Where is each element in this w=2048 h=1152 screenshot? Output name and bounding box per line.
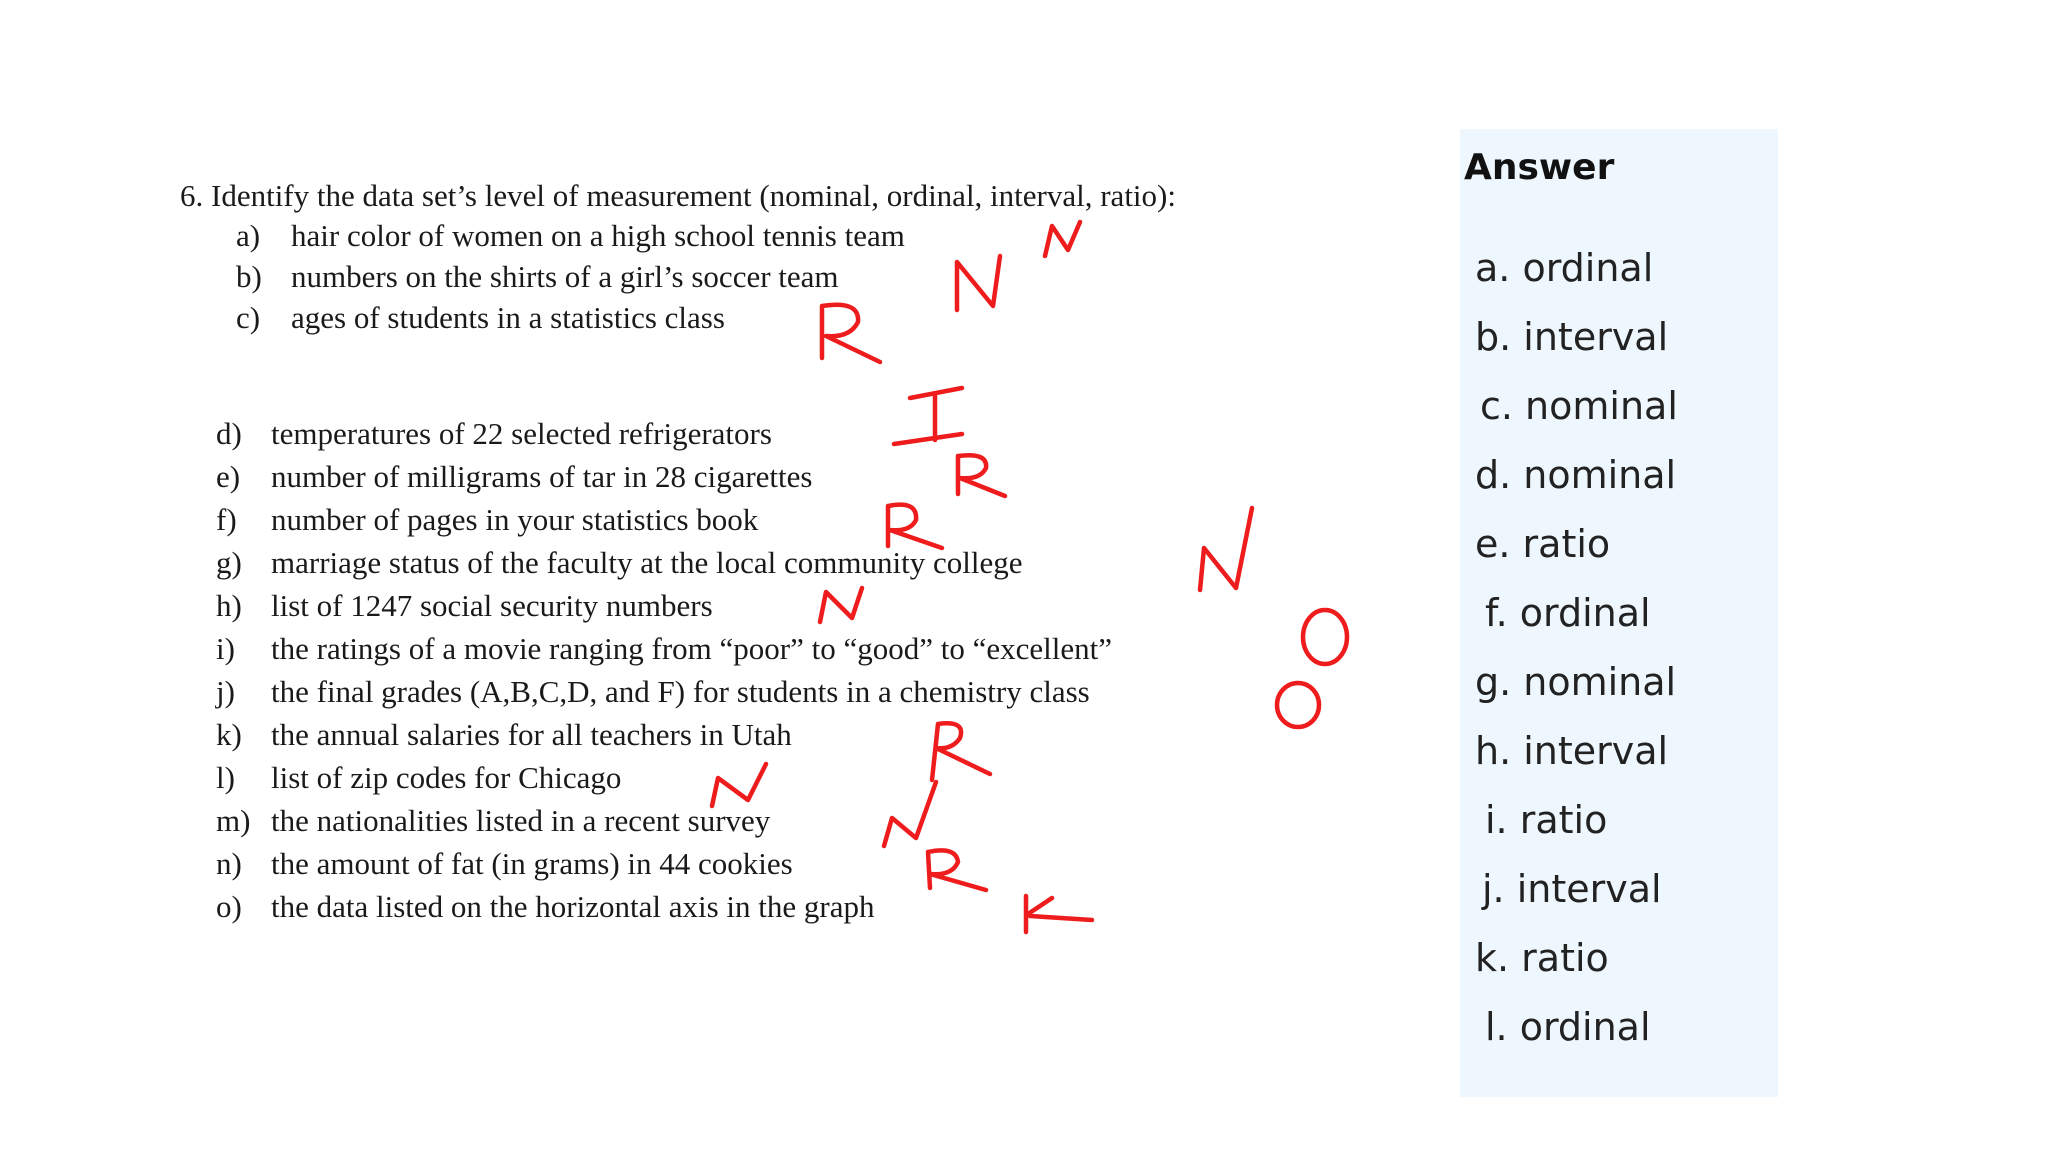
item-letter: g)	[216, 545, 242, 580]
item-letter: c)	[236, 300, 261, 335]
item-letter: f)	[216, 502, 237, 537]
answer-item-l: l. ordinal	[1485, 1005, 1651, 1049]
answer-item-b: b. interval	[1475, 315, 1669, 359]
answer-item-f: f. ordinal	[1485, 591, 1651, 635]
answer-item-h: h. interval	[1475, 729, 1669, 773]
answer-item-j: j. interval	[1482, 867, 1662, 911]
item-text: the nationalities listed in a recent survey	[271, 803, 771, 838]
question-item-b	[236, 259, 839, 295]
question-item-c	[236, 300, 725, 336]
item-letter: e)	[216, 459, 241, 494]
item-text: list of zip codes for Chicago	[271, 760, 622, 795]
question-item-i	[216, 631, 1112, 667]
item-letter: a)	[236, 218, 261, 253]
answer-title: Answer	[1464, 147, 1615, 188]
question-item-f	[216, 502, 759, 538]
item-text: ages of students in a statistics class	[291, 300, 725, 335]
question-item-a	[236, 218, 905, 254]
answer-item-c: c. nominal	[1480, 384, 1678, 428]
answer-panel	[1460, 129, 1778, 1097]
item-letter: o)	[216, 889, 242, 924]
item-letter: d)	[216, 416, 242, 451]
answer-item-a: a. ordinal	[1475, 246, 1654, 290]
item-text: hair color of women on a high school tennis team	[291, 218, 905, 253]
item-text: the final grades (A,B,C,D, and F) for students in a chemistry class	[271, 674, 1090, 709]
question-heading: 6. Identify the data set’s level of measurement (nominal, ordinal, interval, ratio):	[180, 178, 1176, 213]
item-text: numbers on the shirts of a girl’s soccer team	[291, 259, 839, 294]
question-item-l	[216, 760, 622, 796]
answer-item-k: k. ratio	[1475, 936, 1609, 980]
item-text: number of pages in your statistics book	[271, 502, 759, 537]
item-text: marriage status of the faculty at the local community college	[271, 545, 1023, 580]
question-item-h	[216, 588, 713, 624]
item-text: temperatures of 22 selected refrigerators	[271, 416, 772, 451]
item-letter: k)	[216, 717, 242, 752]
item-letter: m)	[216, 803, 251, 838]
item-text: the annual salaries for all teachers in Utah	[271, 717, 792, 752]
item-letter: l)	[216, 760, 235, 795]
question-item-m	[216, 803, 771, 839]
question-item-e	[216, 459, 813, 495]
question-item-o	[216, 889, 875, 925]
answer-item-d: d. nominal	[1475, 453, 1677, 497]
question-block	[180, 178, 1420, 938]
question-item-j	[216, 674, 1090, 710]
item-text: number of milligrams of tar in 28 cigarettes	[271, 459, 813, 494]
question-item-g	[216, 545, 1023, 581]
question-item-n	[216, 846, 793, 882]
item-letter: h)	[216, 588, 242, 623]
item-text: the data listed on the horizontal axis in the graph	[271, 889, 875, 924]
item-letter: n)	[216, 846, 242, 881]
answer-item-g: g. nominal	[1475, 660, 1677, 704]
item-letter: j)	[216, 674, 235, 709]
item-text: the amount of fat (in grams) in 44 cookies	[271, 846, 793, 881]
question-item-d	[216, 416, 772, 452]
item-text: the ratings of a movie ranging from “poor” to “good” to “excellent”	[271, 631, 1112, 666]
answer-item-i: i. ratio	[1485, 798, 1608, 842]
item-letter: b)	[236, 259, 262, 294]
item-letter: i)	[216, 631, 235, 666]
answer-item-e: e. ratio	[1475, 522, 1611, 566]
question-item-k	[216, 717, 792, 753]
item-text: list of 1247 social security numbers	[271, 588, 713, 623]
